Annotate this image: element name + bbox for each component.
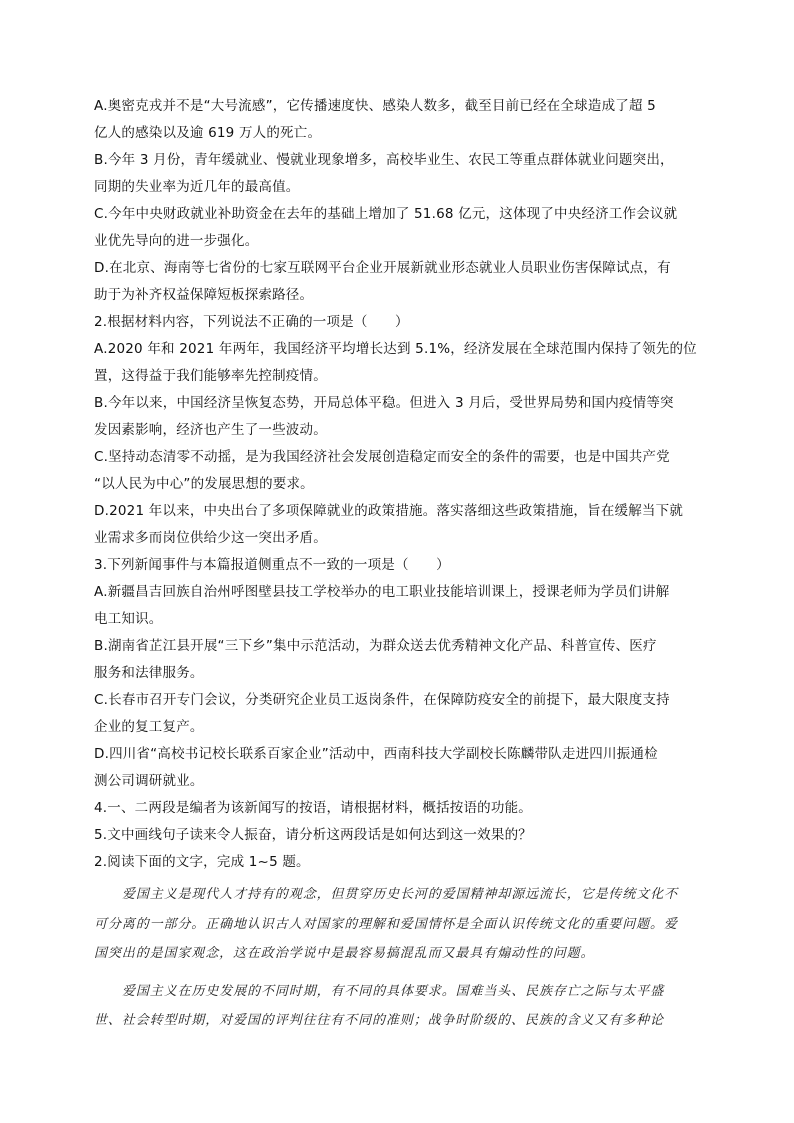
passage-p2-line1: 爱国主义在历史发展的不同时期，有不同的具体要求。国难当头、民族存亡之际与太平盛 bbox=[122, 983, 665, 999]
q1-option-a-line2: 亿人的感染以及逾 619 万人的死亡。 bbox=[94, 125, 322, 141]
q1-option-d-line1: D.在北京、海南等七省份的七家互联网平台企业开展新就业形态就业人员职业伤害保障试点，有 bbox=[94, 260, 671, 276]
q2-option-a-line1: A.2020 年和 2021 年两年，我国经济平均增长达到 5.1%，经济发展在全球范围内保持了领先的位 bbox=[94, 341, 697, 357]
q2-option-d-line2: 业需求多而岗位供给少这一突出矛盾。 bbox=[94, 530, 327, 546]
q2-option-b-line1: B.今年以来，中国经济呈恢复态势，开局总体平稳。但进入 3 月后，受世界局势和国内疫情等突 bbox=[94, 395, 674, 411]
q2-option-a-line2: 置，这得益于我们能够率先控制疫情。 bbox=[94, 368, 327, 384]
question-1-options bbox=[94, 93, 702, 309]
passage-p1-line2: 可分离的一部分。正确地认识古人对国家的理解和爱国情怀是全面认识传统文化的重要问题。爱 bbox=[94, 916, 678, 932]
section-2-heading: 2.阅读下面的文字，完成 1~5 题。 bbox=[94, 854, 310, 870]
q2-stem: 2.根据材料内容，下列说法不正确的一项是（ ） bbox=[94, 314, 409, 330]
q3-option-b-line1: B.湖南省芷江县开展“三下乡”集中示范活动，为群众送去优秀精神文化产品、科普宣传、医疗 bbox=[94, 638, 657, 654]
q1-option-b-line2: 同期的失业率为近几年的最高值。 bbox=[94, 179, 300, 195]
q3-option-a-line2: 电工知识。 bbox=[94, 611, 163, 627]
q1-option-b-line1: B.今年 3 月份，青年缓就业、慢就业现象增多，高校毕业生、农民工等重点群体就业问题突出， bbox=[94, 152, 674, 168]
question-5: 5.文中画线句子读来令人振奋，请分析这两段话是如何达到这一效果的？ bbox=[94, 827, 532, 843]
q3-option-b-line2: 服务和法律服务。 bbox=[94, 665, 204, 681]
passage-p2-line2: 世、社会转型时期，对爱国的评判往往有不同的准则；战争时阶级的、民族的含义又有多种论 bbox=[94, 1013, 664, 1028]
q3-option-a-line1: A.新疆昌吉回族自治州呼图壁县技工学校举办的电工职业技能培训课上，授课老师为学员们讲解 bbox=[94, 584, 670, 600]
q3-option-c-line1: C.长春市召开专门会议，分类研究企业员工返岗条件，在保障防疫安全的前提下，最大限度支持 bbox=[94, 692, 670, 708]
question-3 bbox=[94, 552, 702, 795]
passage-p1-line3: 国突出的是国家观念，这在政治学说中是最容易搞混乱而又最具有煽动性的问题。 bbox=[94, 946, 595, 961]
reading-passage bbox=[94, 880, 702, 1036]
q3-stem: 3.下列新闻事件与本篇报道侧重点不一致的一项是（ ） bbox=[94, 557, 450, 573]
question-4: 4.一、二两段是编者为该新闻写的按语，请根据材料，概括按语的功能。 bbox=[94, 800, 532, 816]
q2-option-c-line2: “以人民为中心”的发展思想的要求。 bbox=[94, 476, 314, 492]
q3-option-d-line2: 测公司调研就业。 bbox=[94, 773, 204, 789]
q1-option-c-line2: 业优先导向的进一步强化。 bbox=[94, 233, 259, 249]
passage-p1-line1: 爱国主义是现代人才持有的观念，但贯穿历史长河的爱国精神却源远流长，它是传统文化不 bbox=[122, 887, 679, 902]
document-page bbox=[94, 93, 702, 1036]
q1-option-c-line1: C.今年中央财政就业补助资金在去年的基础上增加了 51.68 亿元，这体现了中央经济工作会议就 bbox=[94, 206, 678, 222]
q3-option-d-line1: D.四川省“高校书记校长联系百家企业”活动中，西南科技大学副校长陈麟带队走进四川振通检 bbox=[94, 746, 658, 762]
q2-option-b-line2: 发因素影响，经济也产生了一些波动。 bbox=[94, 422, 327, 438]
q1-option-a-line1: A.奥密克戎并不是“大号流感”，它传播速度快、感染人数多，截至目前已经在全球造成了超 5 bbox=[94, 98, 656, 114]
q3-option-c-line2: 企业的复工复产。 bbox=[94, 719, 204, 735]
question-2 bbox=[94, 309, 702, 552]
q2-option-d-line1: D.2021 年以来，中央出台了多项保障就业的政策措施。落实落细这些政策措施，旨在缓解当下就 bbox=[94, 503, 684, 519]
q1-option-d-line2: 助于为补齐权益保障短板探索路径。 bbox=[94, 287, 314, 303]
q2-option-c-line1: C.坚持动态清零不动摇，是为我国经济社会发展创造稳定而安全的条件的需要，也是中国共产党 bbox=[94, 449, 670, 465]
